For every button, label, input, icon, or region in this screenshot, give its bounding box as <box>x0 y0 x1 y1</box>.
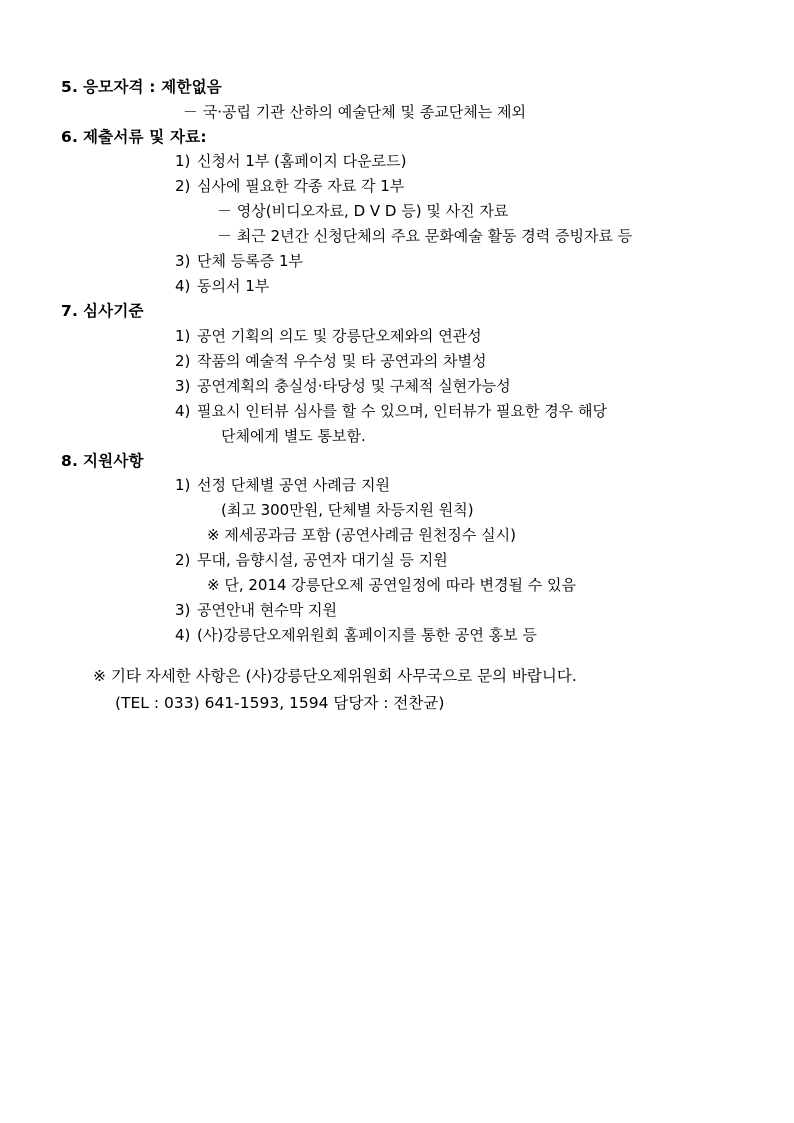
section-8-item-4-text: (사)강릉단오제위원회 홈페이지를 통한 공연 홍보 등 <box>197 626 537 644</box>
section-7-item-2-number: 2) <box>175 351 191 370</box>
section-5-number: 5. <box>61 78 79 96</box>
footnote <box>55 669 724 685</box>
section-7-item-2 <box>55 351 724 370</box>
section-6-item-2-dash-1: － 영상(비디오자료, D V D 등) 및 사진 자료 <box>217 202 509 220</box>
section-8-item-2-number: 2) <box>175 551 191 569</box>
section-8-heading <box>55 451 724 470</box>
section-7-item-1-text: 공연 기획의 의도 및 강릉단오제와의 연관성 <box>197 326 482 345</box>
section-7-heading <box>55 304 724 320</box>
section-8-number: 8. <box>61 451 79 470</box>
section-6-item-3 <box>55 254 724 269</box>
section-7-item-4-number: 4) <box>175 401 191 420</box>
document-body <box>55 80 724 711</box>
section-5-title: 응모자격 : 제한없음 <box>83 78 222 96</box>
section-8-item-2-note: ※ 단, 2014 강릉단오제 공연일정에 따라 변경될 수 있음 <box>207 576 576 594</box>
section-6-item-4 <box>55 279 724 294</box>
section-7-item-4-continuation: 단체에게 별도 통보함. <box>221 426 366 445</box>
section-7 <box>55 304 724 444</box>
section-8-item-2 <box>55 553 724 568</box>
section-6-item-4-number: 4) <box>175 277 191 295</box>
section-8-item-3 <box>55 603 724 618</box>
section-6-item-2 <box>55 179 724 194</box>
section-7-item-4 <box>55 401 724 420</box>
section-6-heading <box>55 127 724 146</box>
footnote-contact: (TEL : 033) 641-1593, 1594 담당자 : 전찬균) <box>115 693 445 712</box>
section-6-item-1 <box>55 154 724 169</box>
section-8-item-1-note: ※ 제세공과금 포함 (공연사례금 원천징수 실시) <box>207 526 516 544</box>
section-8-item-1-number: 1) <box>175 476 191 494</box>
section-6-item-2-text: 심사에 필요한 각종 자료 각 1부 <box>197 177 405 195</box>
section-7-item-2-text: 작품의 예술적 우수성 및 타 공연과의 차별성 <box>197 351 487 370</box>
section-8-item-2-text: 무대, 음향시설, 공연자 대기실 등 지원 <box>197 551 448 569</box>
section-8-item-4 <box>55 628 724 643</box>
section-6 <box>55 127 724 295</box>
section-8-title: 지원사항 <box>83 451 144 470</box>
section-6-title: 제출서류 및 자료: <box>83 127 207 146</box>
section-8-item-1-detail: (최고 300만원, 단체별 차등지원 원칙) <box>221 501 474 519</box>
section-5-dash-item-1: － 국·공립 기관 산하의 예술단체 및 종교단체는 제외 <box>183 102 526 121</box>
footnote-text: 기타 자세한 사항은 (사)강릉단오제위원회 사무국으로 문의 바랍니다. <box>110 667 577 685</box>
section-6-item-3-number: 3) <box>175 252 191 270</box>
section-6-item-1-text: 신청서 1부 (홈페이지 다운로드) <box>197 152 407 170</box>
section-8-item-1 <box>55 478 724 493</box>
section-7-item-1-number: 1) <box>175 326 191 345</box>
footnote-mark: ※ <box>93 667 106 685</box>
section-6-item-2-number: 2) <box>175 177 191 195</box>
section-7-item-4-text: 필요시 인터뷰 심사를 할 수 있으며, 인터뷰가 필요한 경우 해당 <box>197 401 607 420</box>
section-8-item-4-number: 4) <box>175 626 191 644</box>
section-6-item-3-text: 단체 등록증 1부 <box>197 252 304 270</box>
section-8-item-3-text: 공연안내 현수막 지원 <box>197 601 337 619</box>
section-8 <box>55 451 724 644</box>
section-7-number: 7. <box>61 302 79 320</box>
section-8-item-1-text: 선정 단체별 공연 사례금 지원 <box>197 476 390 494</box>
section-6-item-4-text: 동의서 1부 <box>197 277 270 295</box>
section-7-item-3 <box>55 376 724 395</box>
section-7-item-3-number: 3) <box>175 376 191 395</box>
section-7-title: 심사기준 <box>83 302 144 320</box>
section-6-number: 6. <box>61 127 79 146</box>
section-8-item-3-number: 3) <box>175 601 191 619</box>
section-6-item-1-number: 1) <box>175 152 191 170</box>
section-5-heading <box>55 80 724 96</box>
section-5 <box>55 80 724 120</box>
section-7-item-1 <box>55 326 724 345</box>
section-6-item-2-dash-2: － 최근 2년간 신청단체의 주요 문화예술 활동 경력 증빙자료 등 <box>217 227 633 245</box>
section-7-item-3-text: 공연계획의 충실성·타당성 및 구체적 실현가능성 <box>197 376 511 395</box>
